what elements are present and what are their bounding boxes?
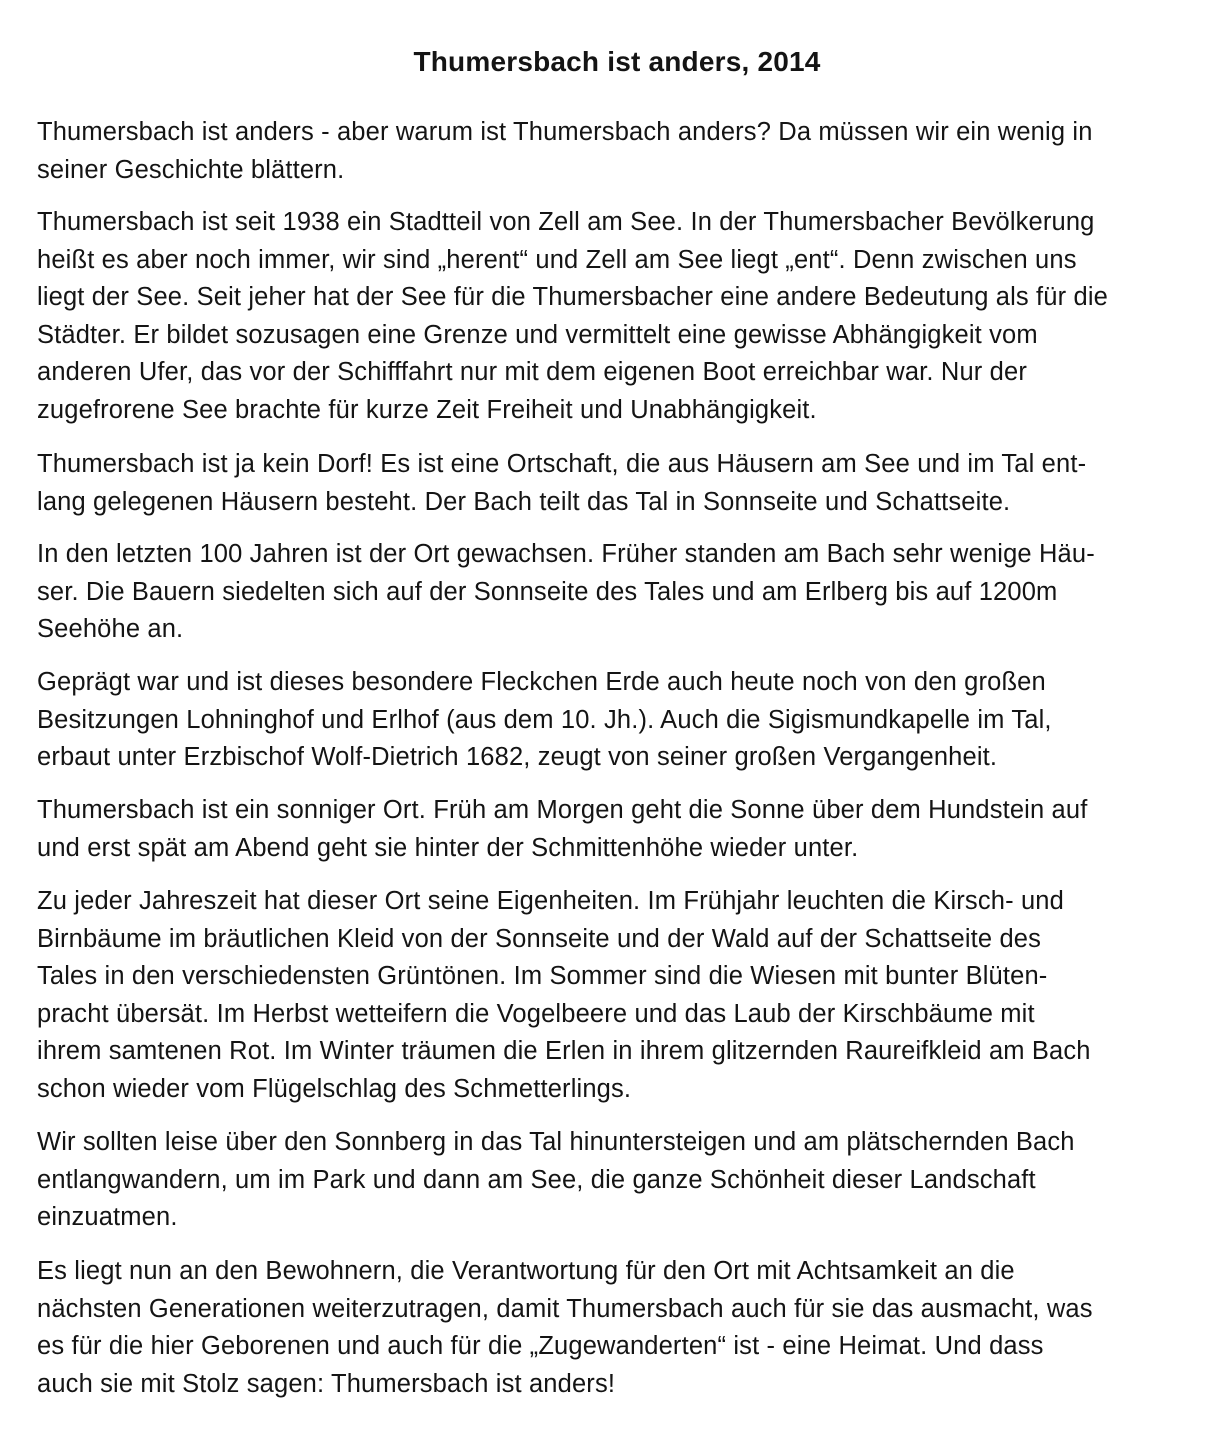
text-line: nächsten Generationen weiterzutragen, damit Thumersbach auch für sie das ausmacht, was bbox=[37, 1294, 1093, 1323]
text-line: In den letzten 100 Jahren ist der Ort gewachsen. Früher standen am Bach sehr wenige Häu- bbox=[37, 540, 1095, 568]
text-line: es für die hier Geborenen und auch für die „Zugewanderten“ ist - eine Heimat. Und dass bbox=[37, 1332, 1044, 1361]
text-line: und erst spät am Abend geht sie hinter der Schmittenhöhe wieder unter. bbox=[37, 833, 859, 862]
text-line: ihrem samtenen Rot. Im Winter träumen die Erlen in ihrem glitzernden Raureifkleid am Bach bbox=[37, 1037, 1091, 1066]
paragraph bbox=[37, 1253, 1093, 1403]
text-line: Geprägt war und ist dieses besondere Fleckchen Erde auch heute noch von den großen bbox=[37, 668, 1046, 696]
text-line: Birnbäume im bräutlichen Kleid von der Sonnseite und der Wald auf der Schattseite des bbox=[37, 924, 1042, 953]
text-line: Thumersbach ist anders - aber warum ist Thumersbach anders? Da müssen wir ein wenig in bbox=[37, 118, 1093, 146]
paragraph bbox=[37, 1124, 1075, 1237]
text-line: Besitzungen Lohninghof und Erlhof (aus dem 10. Jh.). Auch die Sigismundkapelle im Tal, bbox=[37, 705, 1052, 734]
text-line: Zu jeder Jahreszeit hat dieser Ort seine Eigenheiten. Im Frühjahr leuchten die Kirsch- und bbox=[37, 887, 1064, 915]
page-title: Thumersbach ist anders, 2014 bbox=[413, 46, 821, 77]
text-line: Es liegt nun an den Bewohnern, die Verantwortung für den Ort mit Achtsamkeit an die bbox=[37, 1257, 1015, 1285]
text-line: entlangwandern, um im Park und dann am See, die ganze Schönheit dieser Landschaft bbox=[37, 1165, 1036, 1194]
text-line: schon wieder vom Flügelschlag des Schmetterlings. bbox=[37, 1074, 632, 1103]
paragraph bbox=[37, 204, 1108, 430]
text-line: Thumersbach ist ja kein Dorf! Es ist eine Ortschaft, die aus Häusern am See und im Tal ent- bbox=[37, 450, 1087, 478]
text-line: Seehöhe an. bbox=[37, 615, 184, 644]
text-line: erbaut unter Erzbischof Wolf-Dietrich 1682, zeugt von seiner großen Vergangenheit. bbox=[37, 743, 998, 772]
paragraph bbox=[37, 664, 1052, 777]
text-line: Thumersbach ist ein sonniger Ort. Früh am Morgen geht die Sonne über dem Hundstein auf bbox=[37, 796, 1088, 824]
text-line: ser. Die Bauern siedelten sich auf der Sonnseite des Tales und am Erlberg bis auf 1200m bbox=[37, 577, 1058, 606]
text-line: pracht übersät. Im Herbst wetteifern die Vogelbeere und das Laub der Kirschbäume mit bbox=[37, 999, 1035, 1028]
text-line: Tales in den verschiedensten Grüntönen. Im Sommer sind die Wiesen mit bunter Blüten- bbox=[37, 962, 1048, 991]
text-line: einzuatmen. bbox=[37, 1203, 178, 1232]
paragraph bbox=[37, 446, 1086, 521]
text-line: seiner Geschichte blättern. bbox=[37, 155, 345, 184]
text-line: lang gelegenen Häusern besteht. Der Bach teilt das Tal in Sonnseite und Schattseite. bbox=[37, 487, 1011, 516]
text-line: auch sie mit Stolz sagen: Thumersbach ist anders! bbox=[37, 1369, 616, 1398]
paragraph bbox=[37, 792, 1087, 867]
text-line: zugefrorene See brachte für kurze Zeit Freiheit und Unabhängigkeit. bbox=[37, 395, 817, 424]
text-line: heißt es aber noch immer, wir sind „herent“ und Zell am See liegt „ent“. Denn zwischen uns bbox=[37, 245, 1077, 274]
paragraph bbox=[37, 883, 1091, 1109]
paragraph bbox=[37, 114, 1093, 189]
paragraph bbox=[37, 536, 1095, 649]
text-line: Wir sollten leise über den Sonnberg in das Tal hinuntersteigen und am plätschernden Bach bbox=[37, 1128, 1075, 1156]
text-line: liegt der See. Seit jeher hat der See für die Thumersbacher eine andere Bedeutung als für die bbox=[37, 283, 1108, 312]
text-line: Städter. Er bildet sozusagen eine Grenze und vermittelt eine gewisse Abhängigkeit vom bbox=[37, 320, 1038, 349]
document-page bbox=[37, 0, 1197, 1398]
text-line: anderen Ufer, das vor der Schifffahrt nur mit dem eigenen Boot erreichbar war. Nur der bbox=[37, 358, 1027, 387]
text-line: Thumersbach ist seit 1938 ein Stadtteil von Zell am See. In der Thumersbacher Bevölkerung bbox=[37, 208, 1095, 236]
